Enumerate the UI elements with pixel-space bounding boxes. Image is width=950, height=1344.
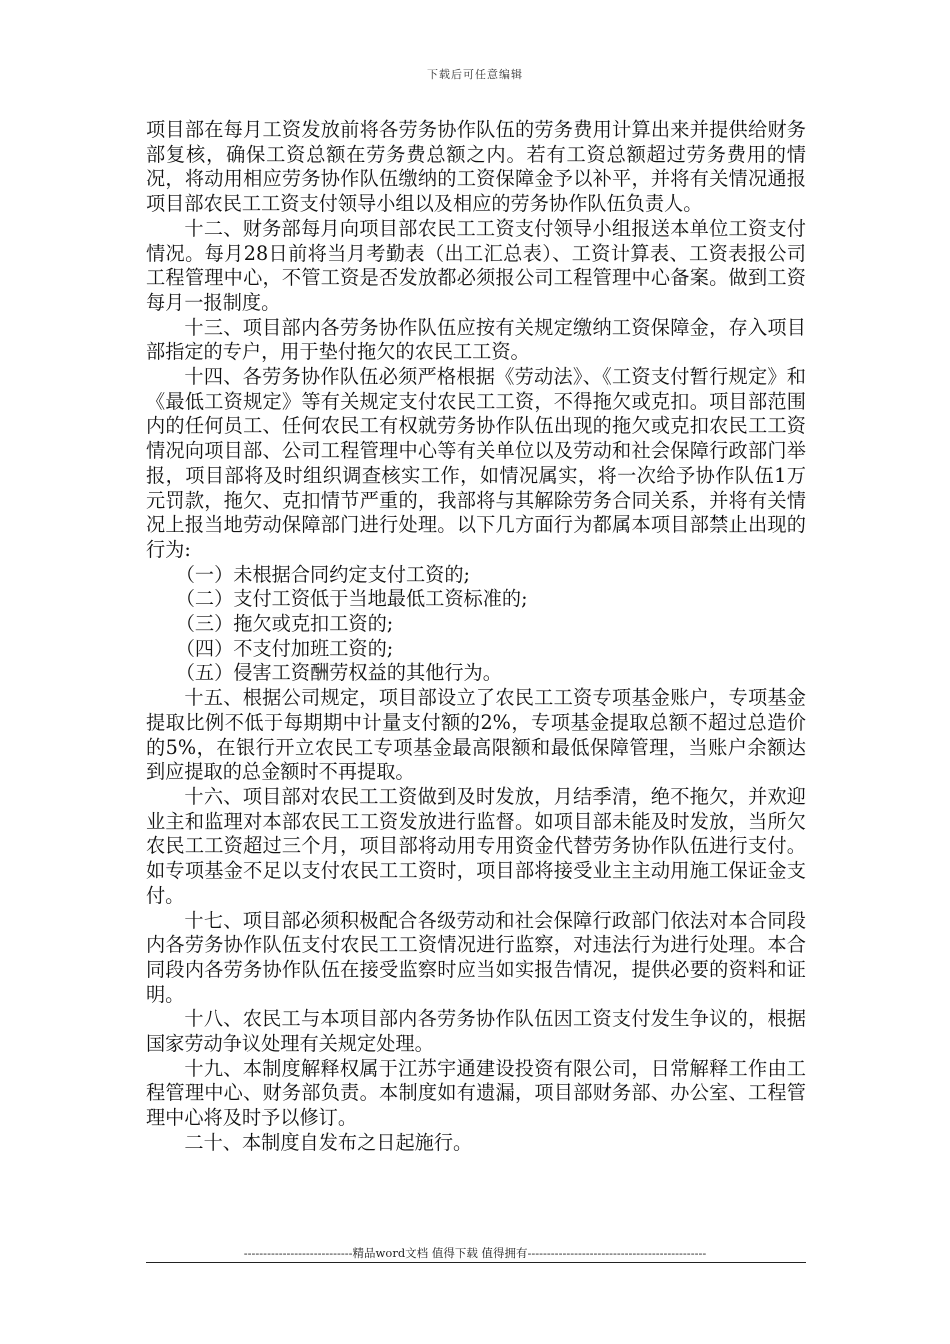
- page-header: 下载后可任意编辑: [427, 68, 523, 81]
- paragraph-article-18: 十八、农民工与本项目部内各劳务协作队伍因工资支付发生争议的，根据国家劳动争议处理有关规定处理。: [146, 1007, 806, 1056]
- paragraph-article-15: 十五、根据公司规定，项目部设立了农民工工资专项基金账户，专项基金提取比例不低于每期期中计量支付额的2%，专项基金提取总额不超过总造价的5%，在银行开立农民工专项基金最高限额和最低保障管理，当账户余额达到应提取的总金额时不再提取。: [146, 686, 806, 784]
- paragraph-article-13: 十三、项目部内各劳务协作队伍应按有关规定缴纳工资保障金，存入项目部指定的专户，用于垫付拖欠的农民工工资。: [146, 315, 806, 364]
- list-item: （四）不支付加班工资的;: [175, 636, 394, 660]
- paragraph-article-12: 十二、财务部每月向项目部农民工工资支付领导小组报送本单位工资支付情况。每月28日前将当月考勤表（出工汇总表）、工资计算表、工资表报公司工程管理中心，不管工资是否发放都必须报公司工程管理中心备案。做到工资每月一报制度。: [146, 216, 806, 314]
- document-body: [146, 118, 806, 1156]
- paragraph: 项目部在每月工资发放前将各劳务协作队伍的劳务费用计算出来并提供给财务部复核，确保工资总额在劳务费总额之内。若有工资总额超过劳务费用的情况，将动用相应劳务协作队伍缴纳的工资保障金予以补平，并将有关情况通报项目部农民工工资支付领导小组以及相应的劳务协作队伍负责人。: [146, 118, 806, 216]
- page-footer: ----------------------------精品word文档 值得下载 值得拥有----------------------------------------------: [243, 1246, 707, 1260]
- list-item: （二）支付工资低于当地最低工资标准的;: [175, 587, 528, 611]
- paragraph-article-17: 十七、项目部必须积极配合各级劳动和社会保障行政部门依法对本合同段内各劳务协作队伍支付农民工工资情况进行监察，对违法行为进行处理。本合同段内各劳务协作队伍在接受监察时应当如实报告情况，提供必要的资料和证明。: [146, 908, 806, 1006]
- paragraph-article-20: 二十、本制度自发布之日起施行。: [184, 1130, 473, 1154]
- list-item: （三）拖欠或克扣工资的;: [175, 612, 394, 636]
- paragraph-article-19: 十九、本制度解释权属于江苏宇通建设投资有限公司，日常解释工作由工程管理中心、财务部负责。本制度如有遗漏，项目部财务部、办公室、工程管理中心将及时予以修订。: [146, 1056, 806, 1130]
- list-item: （五）侵害工资酬劳权益的其他行为。: [175, 661, 502, 685]
- footer-divider: [146, 1262, 806, 1263]
- paragraph-article-14: 十四、各劳务协作队伍必须严格根据《劳动法》、《工资支付暂行规定》和《最低工资规定》等有关规定支付农民工工资，不得拖欠或克扣。项目部范围内的任何员工、任何农民工有权就劳务协作队伍出现的拖欠或克扣农民工工资情况向项目部、公司工程管理中心等有关单位以及劳动和社会保障行政部门举报，项目部将及时组织调查核实工作，如情况属实，将一次给予协作队伍1万元罚款，拖欠、克扣情节严重的，我部将与其解除劳务合同关系，并将有关情况上报当地劳动保障部门进行处理。以下几方面行为都属本项目部禁止出现的行为:: [146, 365, 806, 561]
- paragraph-article-16: 十六、项目部对农民工工资做到及时发放，月结季清，绝不拖欠，并欢迎业主和监理对本部农民工工资发放进行监督。如项目部未能及时发放，当所欠农民工工资超过三个月，项目部将动用专用资金代替劳务协作队伍进行支付。如专项基金不足以支付农民工工资时，项目部将接受业主主动用施工保证金支付。: [146, 784, 806, 907]
- list-item: （一）未根据合同约定支付工资的;: [175, 562, 471, 586]
